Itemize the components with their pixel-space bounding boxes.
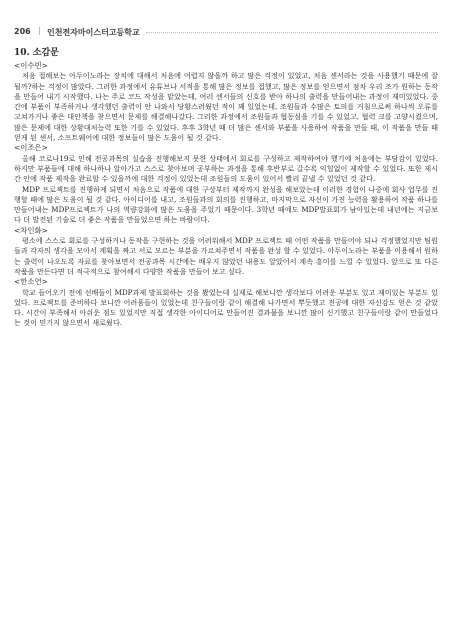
- entry-paragraph: MDP 프로젝트를 진행하게 되면서 처음으로 작품에 대한 구상부터 제작까지 완성을 해보았는데 이러한 경험이 나중에 회사 업무를 진행할 때에 많은 도움이 될 것 같다. 아이디어를 내고, 조원들과의 회의를 진행하고, 마지막으로 자신이 가진 능력을 활용하여 작품 하나를 만들어내는 MDP프로젝트가 나의 역량강화에 많은 도움을 주었기 때문이다. 3학년 때에도 MDP발표회가 남아있는데 내년에는 지금보다 더 발전된 기술로 더 좋은 작품을 만들었으면 하는 바람이다.: [14, 184, 438, 225]
- entry-lee-subin: [14, 61, 438, 143]
- page-header: [14, 26, 438, 40]
- entry-lee-joeun: [14, 143, 438, 225]
- header-separator: |: [38, 26, 41, 35]
- entry-cha-inhwa: [14, 226, 438, 277]
- header-dotted-rule: [146, 32, 438, 33]
- author-label: <이조은>: [14, 143, 48, 153]
- entry-han-soyeon: [14, 277, 438, 328]
- page-number: 206: [14, 27, 31, 36]
- entry-paragraph: 학교 들어오기 전에 선배들이 MDP과제 발표회하는 것을 봤었는데 실제로 해보니깐 생각보다 어려운 부분도 있고 재미있는 부분도 있었다. 프로젝트를 준비하다 보니깐 어려움들이 있었는데 친구들이랑 같이 해결해 나가면서 뿌듯했고 전공에 대한 자신감도 얻은 것 같았다. 시간이 부족해서 아쉬운 점도 있었지만 직접 생각한 아이디어로 만들어진 결과물을 보니깐 많이 신기했고 친구들이랑 같이 만들었다는 것이 믿기지 않으면서 새로웠다.: [14, 287, 438, 328]
- entry-paragraph: 올해 코로나19로 인해 전공과목의 실습을 진행해보지 못한 상태에서 회로를 구성하고 제작하여야 했기에 처음에는 부담감이 있었다. 하지만 부품들에 대해 하나하나 알아가고 스스로 찾아보며 공부하는 과정을 통해 후반부로 갈수록 익힐없이 제작할 수 있었다. 또한 제시간 안에 작품 제작을 완료할 수 있을까에 대한 걱정이 있었는데 조원들의 도움이 있어서 빨리 끝낼 수 있었던 것 같다.: [14, 153, 438, 184]
- entry-paragraph: 평소에 스스로 회로를 구성하거나 동작을 구현하는 것을 어려워해서 MDP 프로젝트 때 어떤 작품을 만들어야 되나 걱정했었지만 팀원들과 각자의 생각을 모아서 계획을 짜고 서로 모르는 부분을 가르쳐주면서 작품을 완성 할 수 있었다. 아두이노라는 부품을 이용해서 원하는 출력이 나오도록 자료를 찾아보면서 전공과목 시간에는 배우지 않았던 내용도 알았어서 계속 흥미를 느낄 수 있었다. 앞으로 또 다른 작품을 만든다면 더 적극적으로 참여해서 다양한 작품을 만들어 보고 싶다.: [14, 236, 438, 276]
- section-title: 10. 소감문: [14, 48, 59, 58]
- author-label: <이수빈>: [14, 61, 48, 70]
- author-label: <한소연>: [14, 277, 48, 287]
- running-title: 인천전자마이스터고등학교: [47, 28, 140, 37]
- entry-paragraph: 처음 접해보는 아두이노라는 장치에 대해서 처음에 어렵지 않을까 하고 많은 걱정이 있었고, 처음 센서라는 것을 사용했기 때문에 잘 될까?하는 걱정이 많았다. 그러한 과정에서 유튜브나 서적을 통해 많은 정보를 접했고, 많은 정보를 얻으면서 점차 우리 조가 원하는 동작을 만들어 내기 시작했다. 나는 주로 코드 작성을 맡았는데, 여러 센서들의 신호를 받아 하나의 출력을 만들어내는 과정이 재미있었다. 중간에 부품이 부족하거나 생각했던 출력이 안 나와서 당황스러웠던 적이 꽤 있었는데, 조원들과 수많은 토의를 거침으로써 하나씩 오류를 고쳐가거나 좋은 대안책을 찾으면서 문제를 해결해나갔다. 그러한 과정에서 조원들과 협동심을 기를 수 있었고, 협력 크를 고양시켰으며, 많은 문제에 대한 상황대처능력 또한 기를 수 있었다. 후후 3학년 때 더 많은 센서와 부품을 사용하여 작품을 만들 때, 이 작품을 만들 때 얻게 된 센서, 소프트웨어에 대한 정보들이 많은 도움이 될 것 같다.: [14, 71, 438, 143]
- document-body: [14, 48, 438, 329]
- author-label: <차인화>: [14, 225, 48, 235]
